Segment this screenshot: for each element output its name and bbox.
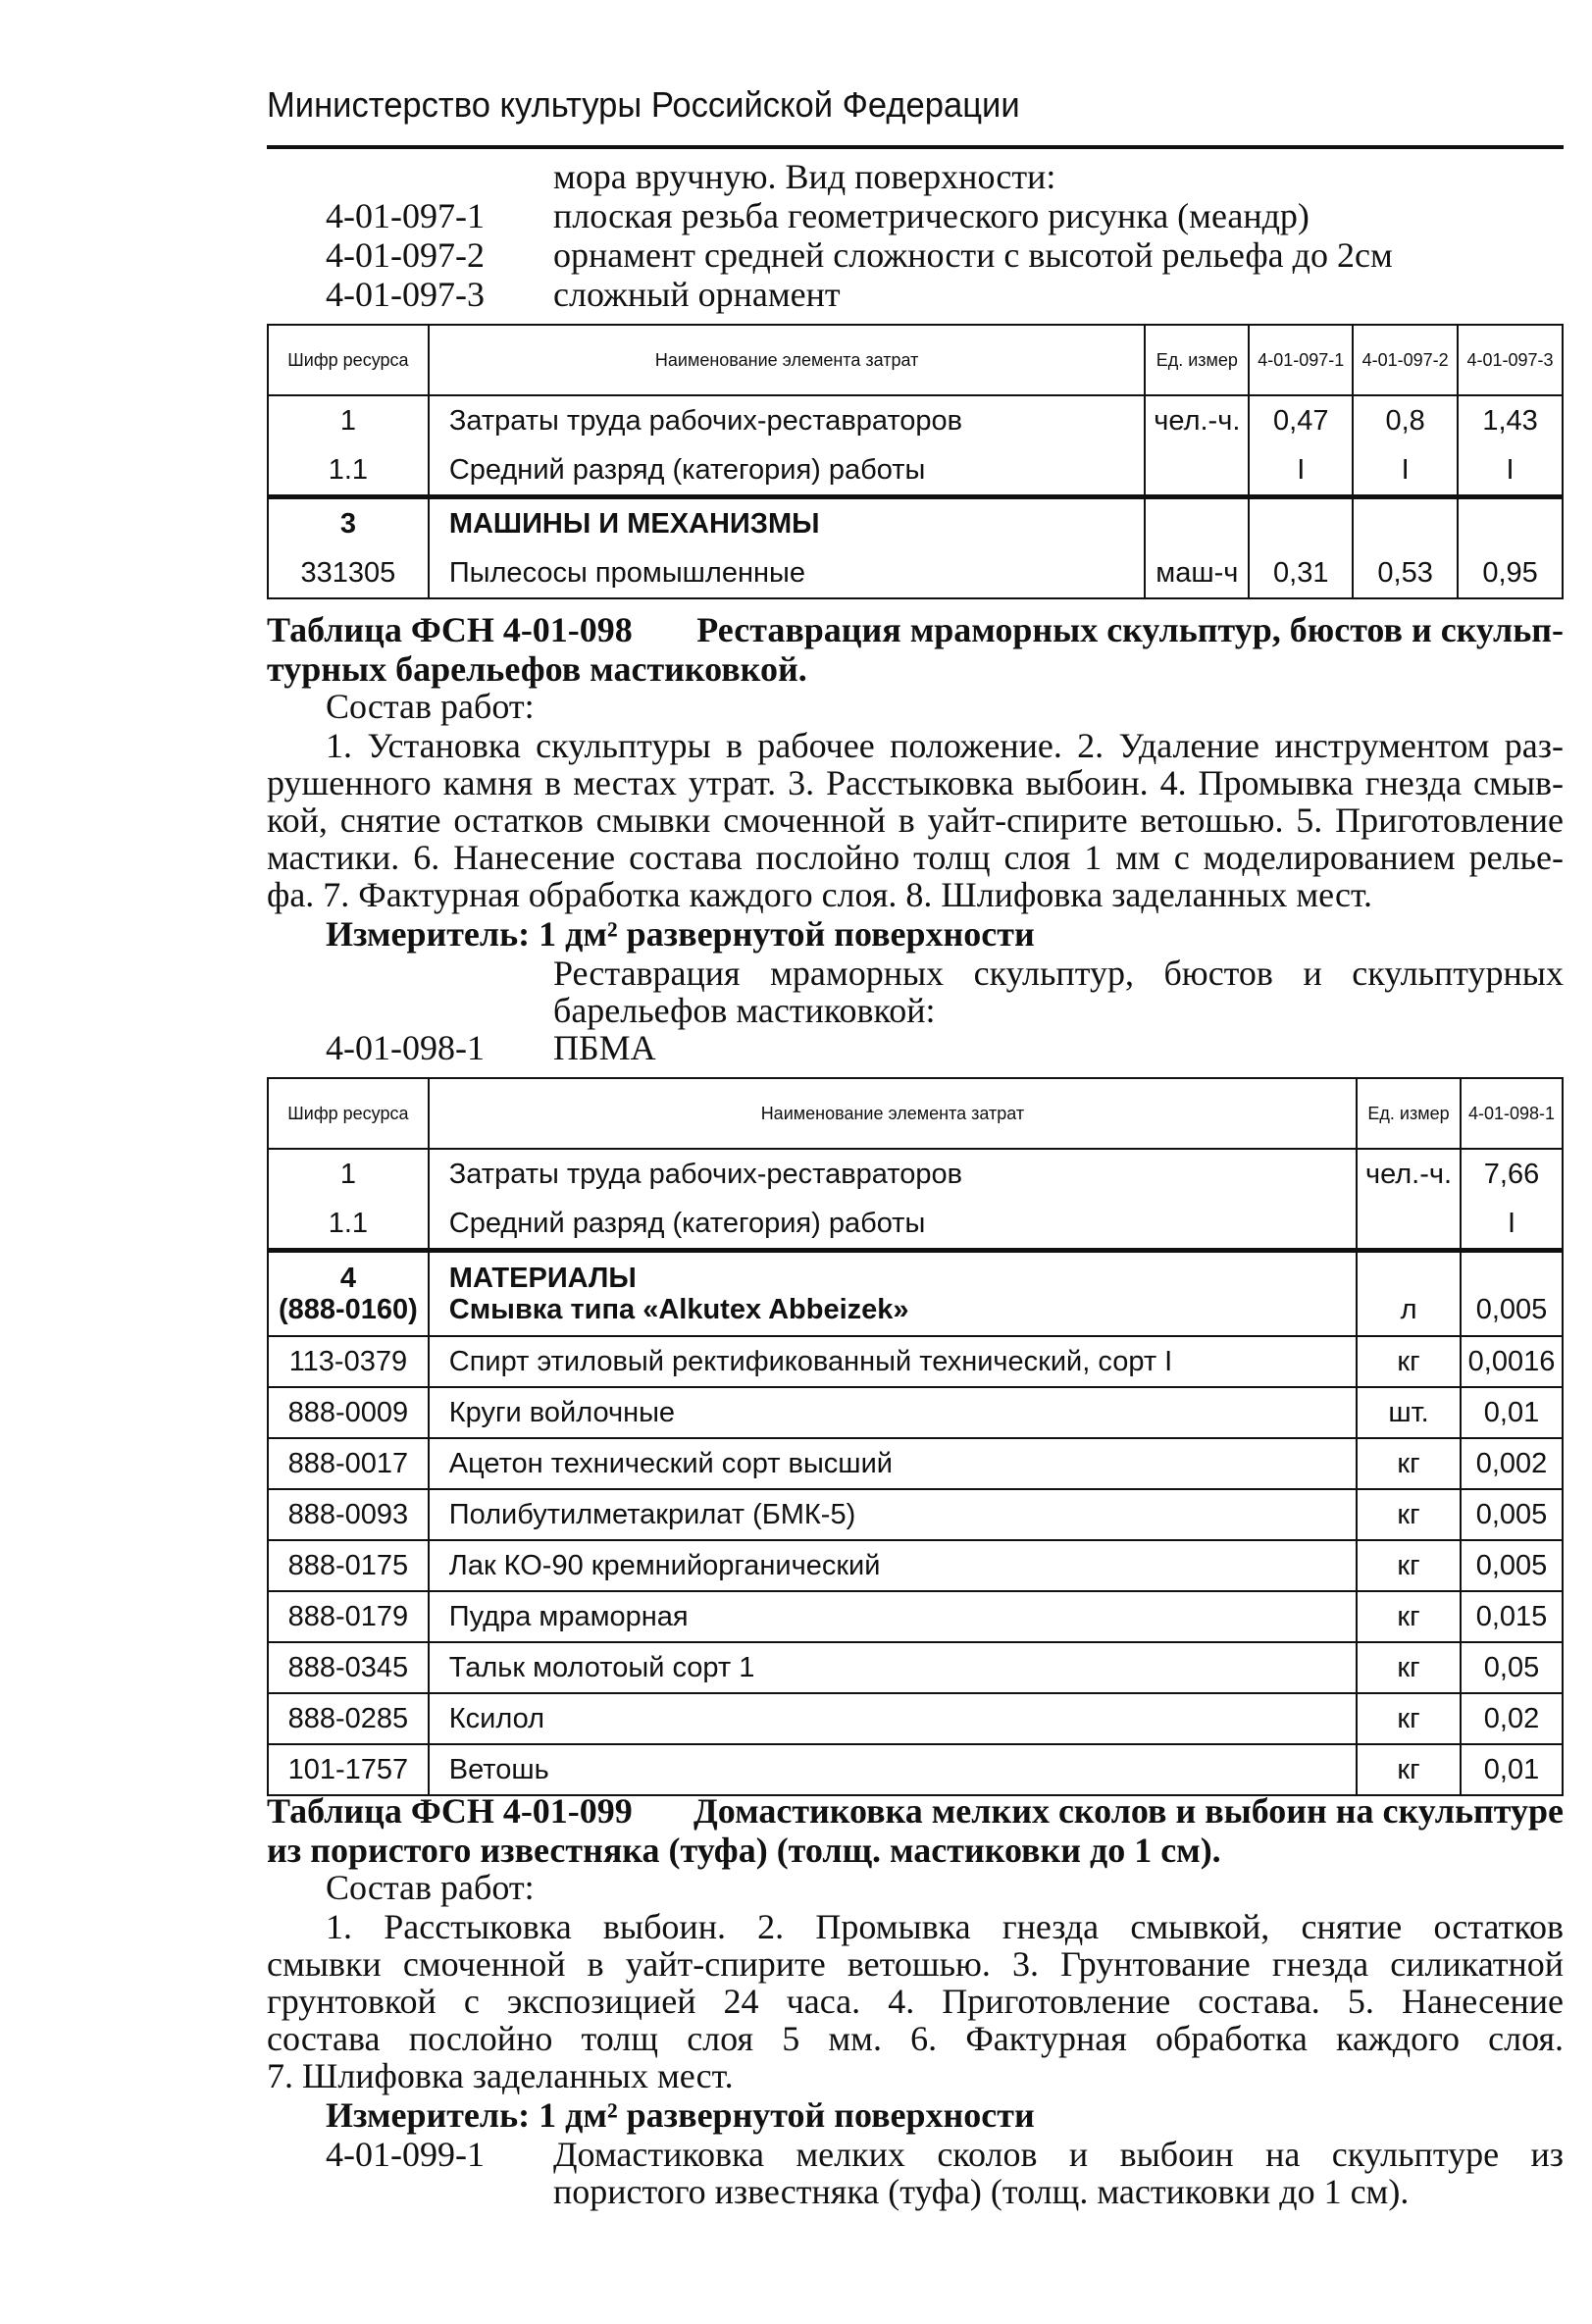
table-row xyxy=(268,1199,1563,1251)
cell-name: Ацетон технический сорт высший xyxy=(429,1438,1357,1489)
cell-code: 888-0179 xyxy=(268,1591,429,1642)
cell-unit: шт. xyxy=(1357,1387,1461,1438)
cell-value: I xyxy=(1249,445,1353,497)
cell-value xyxy=(1458,497,1563,549)
table-row xyxy=(268,1149,1563,1199)
page-header: Министерство культуры Российской Федерации xyxy=(267,84,1020,125)
cell-code: 1 xyxy=(268,1149,429,1199)
cell-name: МАШИНЫ И МЕХАНИЗМЫ xyxy=(429,497,1146,549)
cell-value xyxy=(1249,497,1353,549)
t098-composition-line: рушенного камня в местах утрат. 3. Расстыковка выбоин. 4. Промывка гнезда смыв- xyxy=(267,763,1564,802)
cell-unit xyxy=(1145,497,1249,549)
cell-code: 888-0345 xyxy=(268,1642,429,1693)
t099-title-left: Таблица ФСН 4-01-099 xyxy=(267,1791,633,1831)
cell-value: I xyxy=(1353,445,1458,497)
cell-code: 3 xyxy=(268,497,429,549)
t099-item-code: 4-01-099-1 xyxy=(326,2135,485,2174)
t099-composition-line: 1. Расстыковка выбоин. 2. Промывка гнезда смывкой, снятие остатков xyxy=(326,1907,1564,1946)
cell-value: 0,002 xyxy=(1461,1438,1563,1489)
cell-name: Средний разряд (категория) работы xyxy=(429,445,1146,497)
cell-value-value: 0,005 xyxy=(1475,1294,1548,1325)
col-header-code: Шифр ресурса xyxy=(268,325,429,395)
cell-unit: кг xyxy=(1357,1336,1461,1387)
cell-code: 888-0285 xyxy=(268,1693,429,1744)
table-row xyxy=(268,1744,1563,1795)
t098-composition-line: мастики. 6. Нанесение состава послойно толщ слоя 1 мм с моделированием релье- xyxy=(267,838,1564,877)
cell-resource-name: Смывка типа «Alkutex Abbeizek» xyxy=(448,1294,909,1325)
cell-value: 0,05 xyxy=(1461,1642,1563,1693)
table-row xyxy=(268,1489,1563,1540)
cell-code: 1.1 xyxy=(268,1199,429,1251)
cell-value: 1,43 xyxy=(1458,395,1563,445)
cell-code: 331305 xyxy=(268,548,429,598)
cell-value: 0,53 xyxy=(1353,548,1458,598)
cell-value: 0,005 xyxy=(1461,1540,1563,1591)
cell-unit-value: л xyxy=(1400,1294,1417,1325)
cell-unit: чел.-ч. xyxy=(1357,1149,1461,1199)
table-row xyxy=(268,1387,1563,1438)
table-row xyxy=(268,548,1563,598)
col-header-name: Наименование элемента затрат xyxy=(429,325,1146,395)
cell-code: 888-0017 xyxy=(268,1438,429,1489)
cell-value xyxy=(1461,1251,1563,1337)
cell-value: 0,02 xyxy=(1461,1693,1563,1744)
t097-item-text: плоская резьба геометрического рисунка (меандр) xyxy=(553,196,1310,235)
cell-name xyxy=(429,1251,1357,1337)
cell-unit: кг xyxy=(1357,1642,1461,1693)
cell-value: 7,66 xyxy=(1461,1149,1563,1199)
cell-name: Ксилол xyxy=(429,1693,1357,1744)
cell-value: 0,01 xyxy=(1461,1744,1563,1795)
t098-title-left: Таблица ФСН 4-01-098 xyxy=(267,610,633,649)
t098-title-right: Реставрация мраморных скульптур, бюстов и скульп- xyxy=(696,610,1564,649)
t097-resource-table xyxy=(267,324,1564,599)
t099-composition-line: грунтовкой с экспозицией 24 часа. 4. Приготовление состава. 5. Нанесение xyxy=(267,1982,1564,2021)
cell-name: Полибутилметакрилат (БМК-5) xyxy=(429,1489,1357,1540)
t098-composition-label: Состав работ: xyxy=(326,687,535,726)
t098-composition-line: кой, снятие остатков смывки смоченной в уайт-спирите ветошью. 5. Приготовление xyxy=(267,800,1564,840)
cell-unit xyxy=(1357,1199,1461,1251)
t098-resource-table xyxy=(267,1077,1564,1796)
table-row xyxy=(268,1438,1563,1489)
t098-intro-line1: Реставрация мраморных скульптур, бюстов и скульптурных xyxy=(553,954,1564,993)
cell-code: 888-0009 xyxy=(268,1387,429,1438)
t098-item-text: ПБМА xyxy=(553,1028,656,1067)
cell-name: Тальк молотоый сорт 1 xyxy=(429,1642,1357,1693)
cell-unit: чел.-ч. xyxy=(1145,395,1249,445)
t099-item-text-line2: пористого известняка (туфа) (толщ. мастиковки до 1 см). xyxy=(553,2172,1410,2211)
cell-name: Лак КО-90 кремнийорганический xyxy=(429,1540,1357,1591)
cell-code: 1 xyxy=(268,395,429,445)
cell-name: Ветошь xyxy=(429,1744,1357,1795)
t099-item-text-line1: Домастиковка мелких сколов и выбоин на скульптуре из xyxy=(553,2135,1564,2174)
cell-value: I xyxy=(1461,1199,1563,1251)
t098-title-line2: турных барельефов мастиковкой. xyxy=(267,649,807,689)
t098-composition-line: 1. Установка скульптуры в рабочее положение. 2. Удаление инструментом раз- xyxy=(326,726,1564,765)
table-header-row xyxy=(268,325,1563,395)
table-row xyxy=(268,1591,1563,1642)
cell-section-name: МАТЕРИАЛЫ xyxy=(448,1263,637,1294)
table-row xyxy=(268,445,1563,497)
cell-code: 113-0379 xyxy=(268,1336,429,1387)
table-row xyxy=(268,497,1563,549)
col-header-code: Шифр ресурса xyxy=(268,1078,429,1149)
cell-unit: кг xyxy=(1357,1693,1461,1744)
t099-composition-line: смывки смоченной в уайт-спирите ветошью. 3. Грунтование гнезда силикатной xyxy=(267,1944,1564,1984)
cell-code: 888-0093 xyxy=(268,1489,429,1540)
header-rule xyxy=(267,145,1564,149)
t098-item-code: 4-01-098-1 xyxy=(326,1028,485,1067)
t097-intro: мора вручную. Вид поверхности: xyxy=(553,157,1056,196)
cell-name: Спирт этиловый ректификованный технический, сорт I xyxy=(429,1336,1357,1387)
cell-name: Пылесосы промышленные xyxy=(429,548,1146,598)
table-row xyxy=(268,1642,1563,1693)
cell-name: Средний разряд (категория) работы xyxy=(429,1199,1357,1251)
cell-value: 0,47 xyxy=(1249,395,1353,445)
col-header-value: 4-01-097-2 xyxy=(1353,325,1458,395)
cell-name: Круги войлочные xyxy=(429,1387,1357,1438)
cell-code xyxy=(268,1251,429,1337)
table-row xyxy=(268,1251,1563,1337)
t097-item-code: 4-01-097-2 xyxy=(326,235,485,275)
t098-composition-line: фа. 7. Фактурная обработка каждого слоя. 8. Шлифовка заделанных мест. xyxy=(267,875,1373,914)
col-header-unit: Ед. измер xyxy=(1145,325,1249,395)
t098-intro-line2: барельефов мастиковкой: xyxy=(553,991,936,1030)
cell-name: Затраты труда рабочих-реставраторов xyxy=(429,1149,1357,1199)
cell-unit: кг xyxy=(1357,1591,1461,1642)
cell-value: 0,31 xyxy=(1249,548,1353,598)
col-header-value: 4-01-098-1 xyxy=(1461,1078,1563,1149)
t099-composition-line: 7. Шлифовка заделанных мест. xyxy=(267,2056,734,2095)
table-row xyxy=(268,1693,1563,1744)
cell-value xyxy=(1353,497,1458,549)
t099-measure: Измеритель: 1 дм² развернутой поверхности xyxy=(326,2095,1035,2135)
cell-unit: кг xyxy=(1357,1540,1461,1591)
cell-code: 888-0175 xyxy=(268,1540,429,1591)
table-header-row xyxy=(268,1078,1563,1149)
cell-value: 0,015 xyxy=(1461,1591,1563,1642)
t097-item-text: орнамент средней сложности с высотой рельефа до 2см xyxy=(553,235,1393,275)
t097-item-code: 4-01-097-3 xyxy=(326,275,485,314)
table-row xyxy=(268,1336,1563,1387)
col-header-value: 4-01-097-3 xyxy=(1458,325,1563,395)
col-header-name: Наименование элемента затрат xyxy=(429,1078,1357,1149)
table-row xyxy=(268,395,1563,445)
t098-measure: Измеритель: 1 дм² развернутой поверхности xyxy=(326,914,1035,954)
t097-item-text: сложный орнамент xyxy=(553,275,841,314)
col-header-unit: Ед. измер xyxy=(1357,1078,1461,1149)
cell-unit: кг xyxy=(1357,1438,1461,1489)
table-row xyxy=(268,1540,1563,1591)
cell-unit xyxy=(1145,445,1249,497)
cell-unit: кг xyxy=(1357,1744,1461,1795)
cell-section-code: 4 xyxy=(339,1263,356,1294)
t097-item-code: 4-01-097-1 xyxy=(326,196,485,235)
cell-resource-code: (888-0160) xyxy=(278,1294,418,1325)
cell-name: Пудра мраморная xyxy=(429,1591,1357,1642)
cell-unit: кг xyxy=(1357,1489,1461,1540)
cell-name: Затраты труда рабочих-реставраторов xyxy=(429,395,1146,445)
cell-value: I xyxy=(1458,445,1563,497)
t099-composition-label: Состав работ: xyxy=(326,1868,535,1907)
cell-code: 1.1 xyxy=(268,445,429,497)
cell-value: 0,005 xyxy=(1461,1489,1563,1540)
cell-unit: маш-ч xyxy=(1145,548,1249,598)
cell-unit xyxy=(1357,1251,1461,1337)
cell-value: 0,0016 xyxy=(1461,1336,1563,1387)
t099-title-right: Домастиковка мелких сколов и выбоин на скульптуре xyxy=(693,1791,1564,1831)
cell-value: 0,01 xyxy=(1461,1387,1563,1438)
t099-composition-line: состава послойно толщ слоя 5 мм. 6. Фактурная обработка каждого слоя. xyxy=(267,2019,1564,2058)
cell-value: 0,8 xyxy=(1353,395,1458,445)
cell-value: 0,95 xyxy=(1458,548,1563,598)
cell-code: 101-1757 xyxy=(268,1744,429,1795)
t099-title-line2: из пористого известняка (туфа) (толщ. мастиковки до 1 см). xyxy=(267,1831,1221,1870)
col-header-value: 4-01-097-1 xyxy=(1249,325,1353,395)
